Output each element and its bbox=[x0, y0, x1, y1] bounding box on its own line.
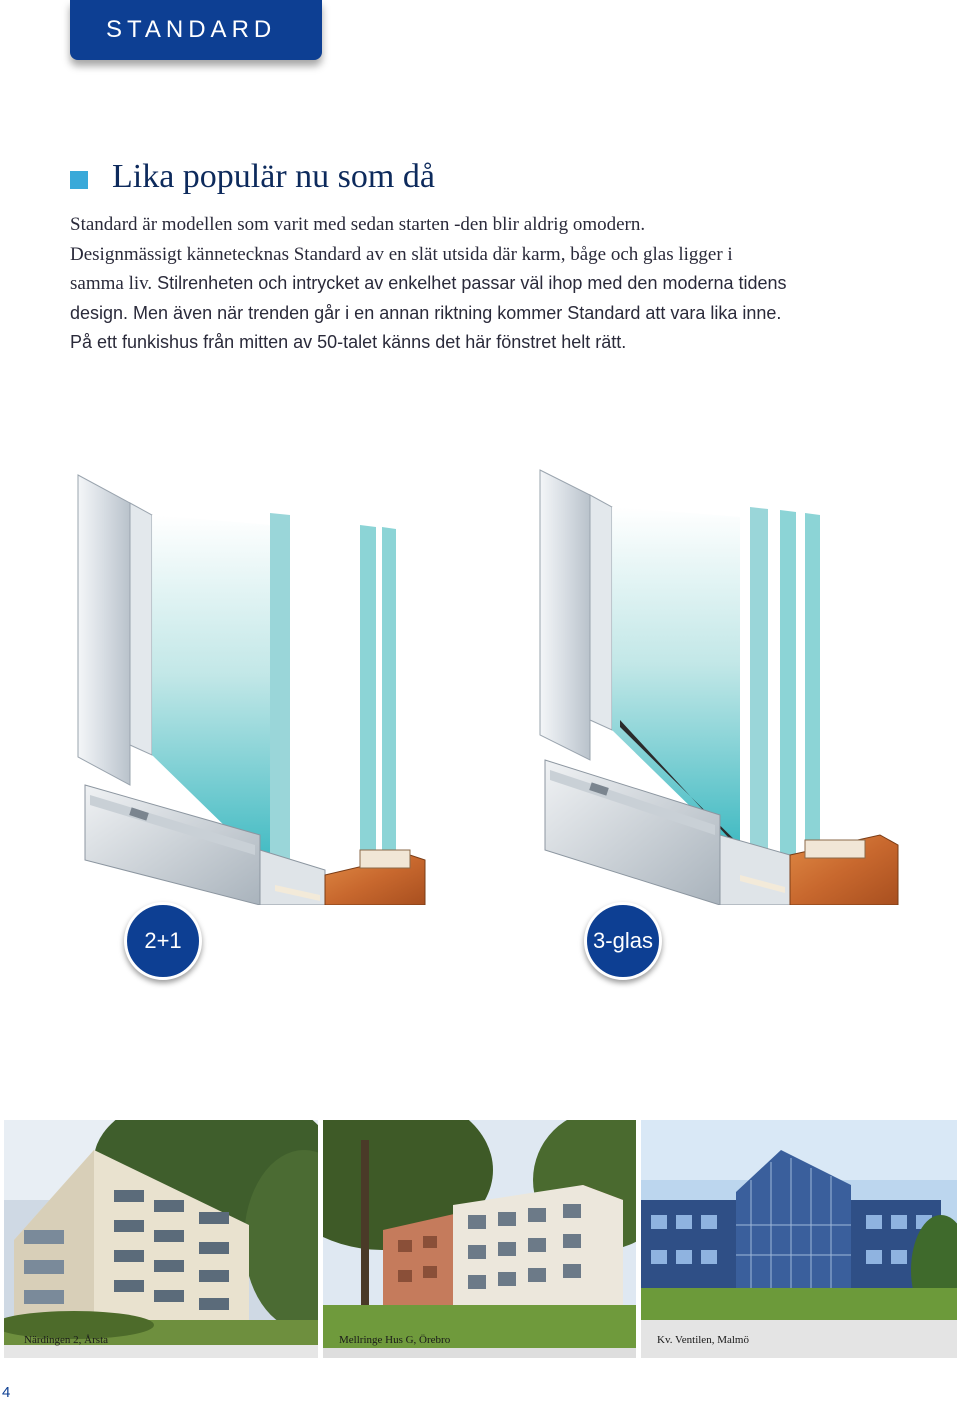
body-line: design. Men även när trenden går i en annan riktning kommer Standard att vara lika inne. bbox=[70, 302, 782, 323]
body-line-part: samma liv. bbox=[70, 273, 153, 294]
section-tab bbox=[70, 0, 322, 60]
badge-3glas: 3-glas bbox=[584, 902, 662, 980]
photo-ventilen bbox=[641, 1120, 957, 1358]
body-paragraph bbox=[70, 210, 870, 358]
body-line: Standard är modellen som varit med sedan starten -den blir aldrig omodern. bbox=[70, 214, 646, 235]
square-bullet-icon bbox=[70, 171, 88, 189]
section-tab-label: STANDARD bbox=[106, 16, 277, 43]
photo-nardingen bbox=[4, 1120, 318, 1358]
section-3glas bbox=[540, 470, 898, 905]
badge-2plus1: 2+1 bbox=[124, 902, 202, 980]
body-line: På ett funkishus från mitten av 50-talet känns det här fönstret helt rätt. bbox=[70, 332, 627, 352]
window-sections-illustration bbox=[60, 455, 940, 905]
building-photo-image bbox=[641, 1120, 957, 1358]
body-line bbox=[70, 269, 870, 299]
building-photo-image bbox=[4, 1120, 318, 1358]
photo-caption: Kv. Ventilen, Malmö bbox=[657, 1334, 749, 1346]
page-heading: Lika populär nu som då bbox=[112, 158, 435, 195]
body-line-part: Stilrenheten och intrycket av enkelhet passar väl ihop med den moderna tidens bbox=[152, 273, 787, 293]
section-2plus1 bbox=[78, 475, 425, 905]
photo-mellringe bbox=[323, 1120, 636, 1358]
building-photo-image bbox=[323, 1120, 636, 1358]
photo-caption: Mellringe Hus G, Örebro bbox=[339, 1334, 451, 1346]
body-line: Designmässigt kännetecknas Standard av en slät utsida där karm, båge och glas ligger i bbox=[70, 243, 733, 265]
photo-caption: Närdingen 2, Årsta bbox=[24, 1334, 109, 1346]
page-number: 4 bbox=[2, 1384, 11, 1401]
